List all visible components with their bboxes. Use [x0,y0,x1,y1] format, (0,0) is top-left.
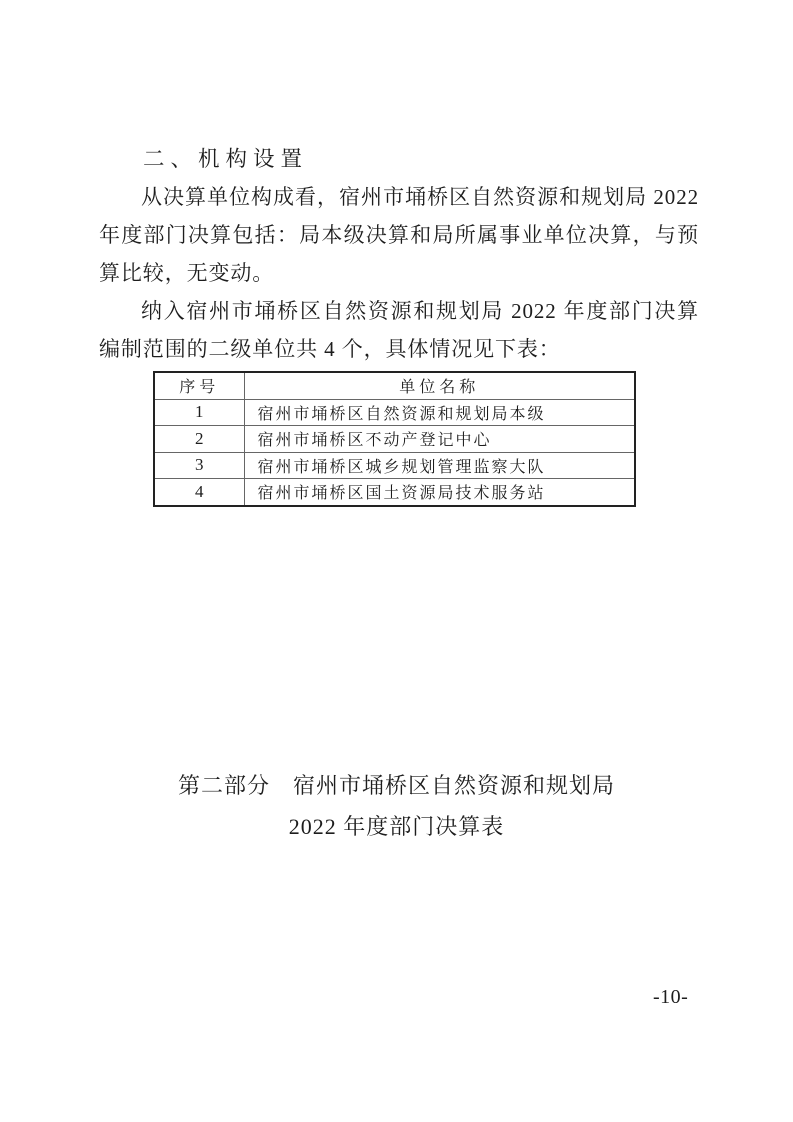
page-number: -10- [653,986,689,1008]
serial-cell: 4 [154,479,244,506]
part-title-line1: 第二部分 宿州市埇桥区自然资源和规划局 [177,773,615,798]
paragraph-budget-composition: 从决算单位构成看，宿州市埇桥区自然资源和规划局 2022 年度部门决算包括：局本级决算和局所属事业单位决算，与预算比较，无变动。 [99,185,699,285]
column-header-serial: 序号 [154,372,244,399]
section-content [99,140,699,507]
table-row [154,452,635,479]
table-header-row [154,372,635,399]
serial-cell: 1 [154,399,244,426]
table-row [154,479,635,506]
table-row [154,426,635,453]
part-two-title [0,765,793,847]
table-row [154,399,635,426]
part-title-line2: 2022 年度部门决算表 [288,814,505,839]
unit-name-cell: 宿州市埇桥区自然资源和规划局本级 [244,399,635,426]
secondary-units-table [153,371,636,507]
section-heading: 二、机构设置 [143,147,309,171]
unit-name-cell: 宿州市埇桥区不动产登记中心 [244,426,635,453]
serial-cell: 3 [154,452,244,479]
unit-name-cell: 宿州市埇桥区城乡规划管理监察大队 [244,452,635,479]
serial-cell: 2 [154,426,244,453]
paragraph-secondary-units: 纳入宿州市埇桥区自然资源和规划局 2022 年度部门决算编制范围的二级单位共 4 个，具体情况见下表： [99,299,699,361]
column-header-unit-name: 单位名称 [244,372,635,399]
unit-name-cell: 宿州市埇桥区国土资源局技术服务站 [244,479,635,506]
